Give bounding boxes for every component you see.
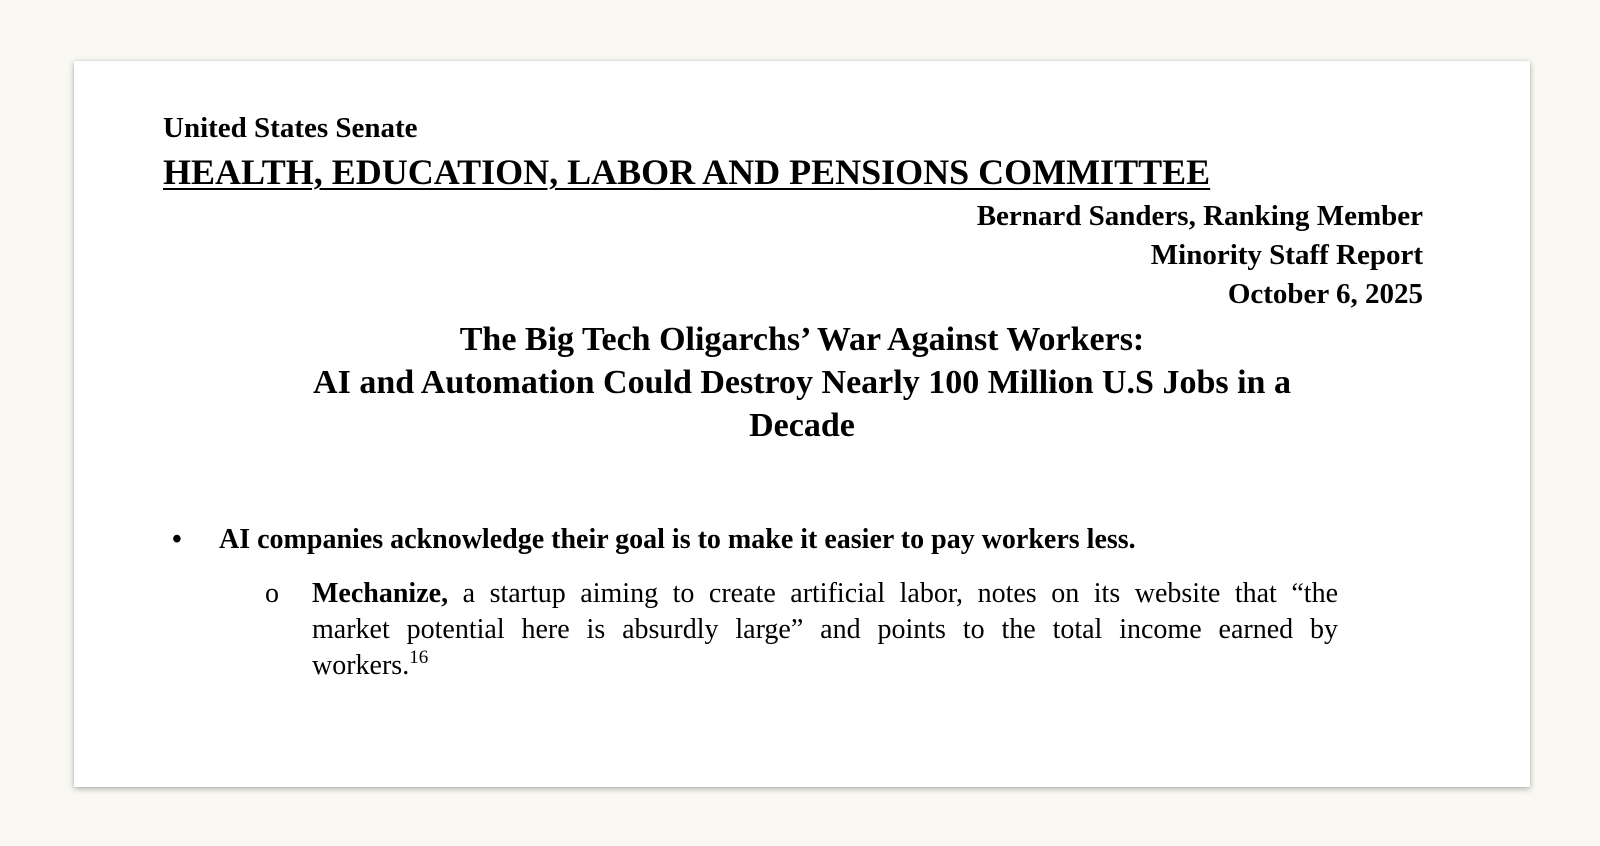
sub-point-marker: o [265, 578, 279, 609]
sub-point-line-3 [312, 648, 428, 684]
ranking-member: Bernard Sanders, Ranking Member [976, 200, 1423, 232]
footnote-ref: 16 [409, 647, 429, 668]
title-line-2: AI and Automation Could Destroy Nearly 100 Million U.S Jobs in a [313, 364, 1291, 401]
sub-point-lead: Mechanize, [312, 578, 449, 609]
sub-point-line-1 [312, 576, 1338, 612]
report-date: October 6, 2025 [1227, 278, 1423, 310]
report-meta [977, 197, 1423, 314]
sub-point-line-1-text: a startup aiming to create artificial labor, notes on its website that “the [448, 578, 1338, 609]
sub-point-line-3-text: workers. [312, 650, 410, 681]
report-type: Minority Staff Report [1150, 239, 1423, 271]
title-line-3: Decade [749, 407, 855, 444]
committee-heading: HEALTH, EDUCATION, LABOR AND PENSIONS COMMITTEE [163, 152, 1211, 192]
document-page [74, 61, 1530, 787]
senate-heading: United States Senate [163, 112, 418, 144]
sub-point-line-2: market potential here is absurdly large” and points to the total income earned by [312, 614, 1338, 645]
report-title [74, 318, 1530, 447]
bullet-marker: • [172, 524, 182, 555]
title-line-1: The Big Tech Oligarchs’ War Against Workers: [459, 321, 1145, 358]
bullet-text: AI companies acknowledge their goal is to make it easier to pay workers less. [219, 524, 1136, 555]
